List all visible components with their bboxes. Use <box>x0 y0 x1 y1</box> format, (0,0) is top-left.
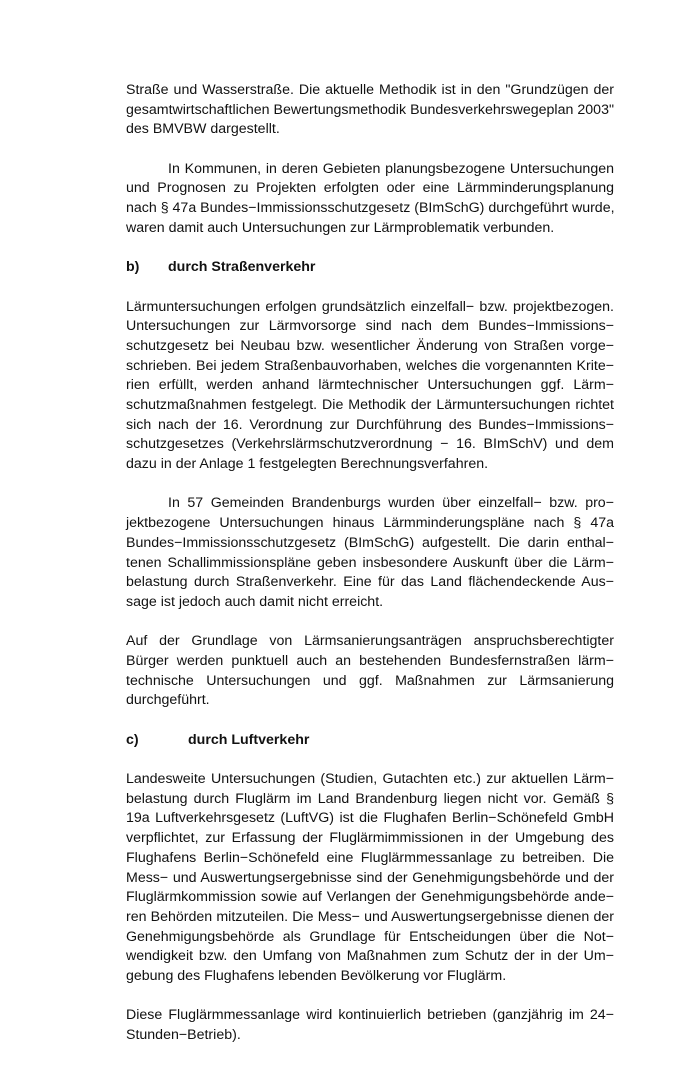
section-title: durch Luftverkehr <box>188 731 310 748</box>
text-line: sich nach der 16. Verordnung zur Durchführung des Bundes−Immissions− <box>126 416 614 433</box>
text-line: Genehmigungsbehörde als Grundlage für Entscheidungen über die Not− <box>126 928 614 945</box>
text-line: nach § 47a Bundes−Immissionsschutzgesetz (BImSchG) durchgeführt wurde, <box>126 200 615 217</box>
text-line: Auf der Grundlage von Lärmsanierungsanträgen anspruchsberechtigter <box>126 633 614 650</box>
paragraph-fluglaerm <box>126 770 614 987</box>
section-title: durch Straßenverkehr <box>168 259 316 276</box>
text-line: sage ist jedoch auch damit nicht erreicht. <box>126 593 384 610</box>
text-line: schrieben. Bei jedem Straßenbauvorhaben, welches die vorgenannten Krite− <box>126 357 614 374</box>
text-line: Stunden−Betrieb). <box>126 1027 241 1043</box>
text-line: Lärmuntersuchungen erfolgen grundsätzlich einzelfall− bzw. projektbezogen. <box>126 298 614 315</box>
text-line: Fluglärmkommission sowie auf Verlangen der Genehmigungsbehörde ande− <box>126 889 614 906</box>
text-line: Untersuchungen zur Lärmvorsorge sind nach dem Bundes−Immissions− <box>126 318 614 335</box>
paragraph-messanlage <box>126 1006 614 1045</box>
text-line: ren Behörden mitzuteilen. Die Mess− und Auswertungsergebnisse dienen der <box>126 908 614 925</box>
paragraph-laermsanierung <box>126 632 614 711</box>
text-line: rien erfüllt, werden anhand lärmtechnischer Untersuchungen ggf. Lärm− <box>126 377 614 394</box>
text-line: technische Untersuchungen und ggf. Maßnahmen zur Lärmsanierung <box>126 672 614 689</box>
text-line: In 57 Gemeinden Brandenburgs wurden über einzelfall− bzw. pro− <box>168 495 614 512</box>
text-line: gebung des Flughafens lebenden Bevölkerung vor Fluglärm. <box>126 967 507 984</box>
document-page <box>126 81 614 1065</box>
text-line: Landesweite Untersuchungen (Studien, Gutachten etc.) zur aktuellen Lärm− <box>126 771 614 788</box>
section-heading-b <box>126 258 614 278</box>
paragraph-laermuntersuchungen <box>126 298 614 475</box>
text-line: Bundes−Immissionsschutzgesetz (BImSchG) aufgestellt. Die darin enthal− <box>126 534 614 551</box>
text-line: schutzmaßnahmen festgelegt. Die Methodik der Lärmuntersuchungen richtet <box>126 397 614 413</box>
text-line: durchgeführt. <box>126 692 210 709</box>
text-line: wendigkeit bzw. den Umfang von Maßnahmen zum Schutz der in der Um− <box>126 948 614 965</box>
text-line: tenen Schallimmissionspläne geben insbesondere Auskunft über die Lärm− <box>126 554 614 571</box>
text-line: jektbezogene Untersuchungen hinaus Lärmminderungspläne nach § 47a <box>126 515 614 532</box>
text-line: verpflichtet, zur Erfassung der Fluglärmimmissionen in der Umgebung des <box>126 830 614 847</box>
paragraph-intro <box>126 81 614 140</box>
text-line: schutzgesetzes (Verkehrslärmschutzverordnung − 16. BImSchV) und dem <box>126 436 614 453</box>
text-line: waren damit auch Untersuchungen zur Lärmproblematik verbunden. <box>126 219 555 236</box>
text-line: gesamtwirtschaftlichen Bewertungsmethodik Bundesverkehrswegeplan 2003" <box>126 101 614 118</box>
text-line: Diese Fluglärmmessanlage wird kontinuierlich betrieben (ganzjährig im 24− <box>126 1007 614 1024</box>
text-line: belastung durch Fluglärm im Land Brandenburg liegen nicht vor. Gemäß § <box>126 790 614 807</box>
paragraph-kommunen <box>126 160 614 239</box>
section-label: b) <box>126 259 140 276</box>
section-label: c) <box>126 731 139 748</box>
text-line: dazu in der Anlage 1 festgelegten Berechnungsverfahren. <box>126 456 489 473</box>
text-line: belastung durch Straßenverkehr. Eine für das Land flächendeckende Aus− <box>126 574 614 591</box>
paragraph-gemeinden <box>126 494 614 612</box>
text-line: und Prognosen zu Projekten erfolgten oder eine Lärmminderungsplanung <box>126 180 614 197</box>
text-line: In Kommunen, in deren Gebieten planungsbezogene Untersuchungen <box>168 160 614 177</box>
text-line: Bürger werden punktuell auch an bestehenden Bundesfernstraßen lärm− <box>126 652 614 669</box>
text-line: schutzgesetz bei Neubau bzw. wesentlicher Änderung von Straßen vorge− <box>126 337 614 354</box>
section-heading-c <box>126 731 614 751</box>
text-line: des BMVBW dargestellt. <box>126 121 280 138</box>
text-line: Straße und Wasserstraße. Die aktuelle Methodik ist in den "Grundzügen der <box>126 82 614 98</box>
text-line: Flughafens Berlin−Schönefeld eine Fluglärmmessanlage zu betreiben. Die <box>126 849 614 866</box>
text-line: 19a Luftverkehrsgesetz (LuftVG) ist die Flughafen Berlin−Schönefeld GmbH <box>126 810 614 827</box>
text-line: Mess− und Auswertungsergebnisse sind der Genehmigungsbehörde und der <box>126 869 614 886</box>
